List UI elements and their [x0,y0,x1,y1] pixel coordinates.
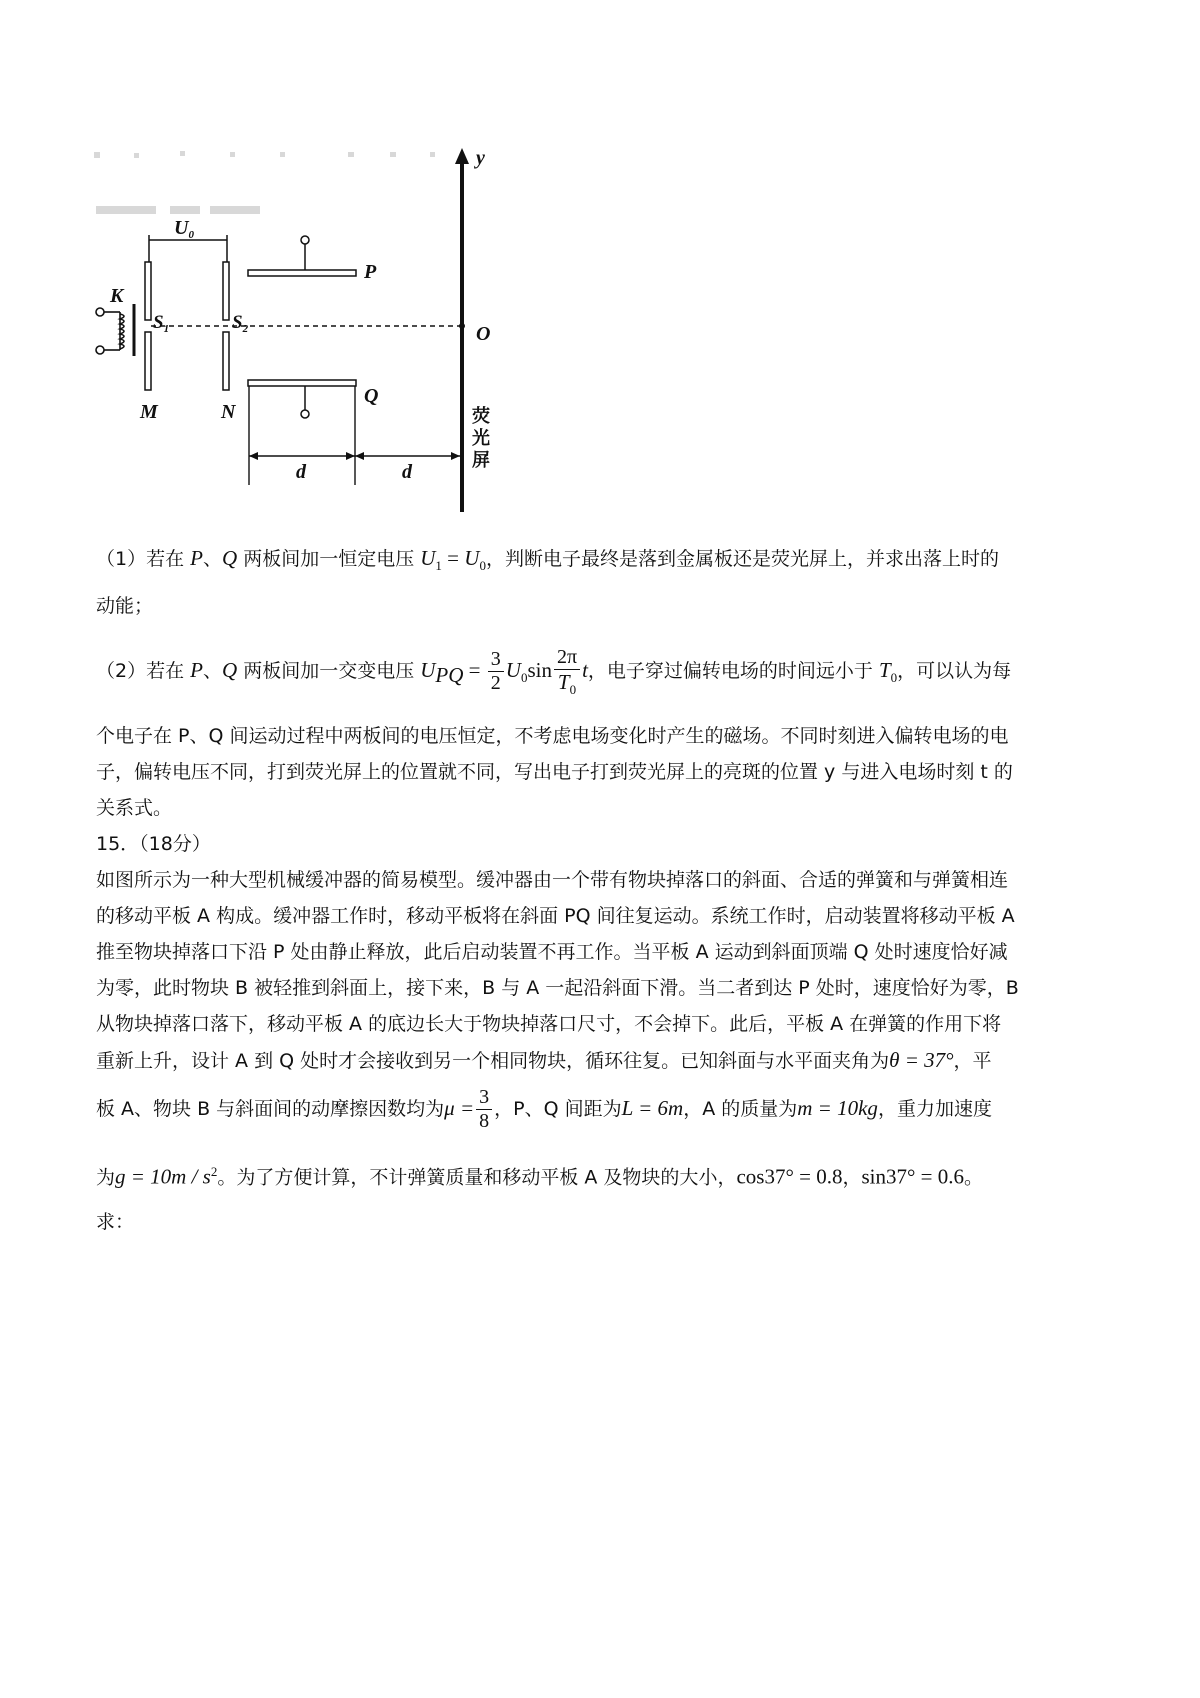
q14-part1-line2: 动能； [96,595,154,617]
point-o [459,323,465,329]
q15-line6: 重新上升，设计 A 到 Q 处时才会接收到另一个相同物块，循环往复。已知斜面与水平面夹角为θ = 37°，平 [96,1048,992,1072]
screen-label-char-3: 屏 [472,450,490,471]
plate-q [248,380,356,386]
m-label: M [140,401,158,423]
q15-line1: 如图所示为一种大型机械缓冲器的简易模型。缓冲器由一个带有物块掉落口的斜面、合适的弹簧和与弹簧相连 [96,869,1009,891]
q15-line7: 板 A、物块 B 与斜面间的动摩擦因数均为μ = $\frac{3}{8}$ ，P、Q 间距为L = 6m，A 的质量为m = 10kg，重力加速度 [96,1086,992,1132]
q14-part2-line2: 个电子在 P、Q 间运动过程中两板间的电压恒定，不考虑电场变化时产生的磁场。不同时刻进入偏转电场的电 [96,725,1009,747]
o-label: O [476,323,491,345]
plate-p [248,270,356,276]
axis-y-label: y [476,147,485,169]
y-axis-arrow [455,148,469,164]
q14-part2: （2）若在 P、Q 两板间加一交变电压 $U_{PQ}$ = $\frac{3}{2}$ $U_0\sin$ $\frac{2\pi}{T_0}$ t，电子穿过偏转电场的时间远小于 $T_0$，可以认为每 [96,645,1012,697]
n-label: N [221,401,236,423]
q14-part2-line3: 子，偏转电压不同，打到荧光屏上的位置就不同，写出电子打到荧光屏上的亮斑的位置 y 与进入电场时刻 t 的 [96,761,1013,783]
q15-line4: 为零，此时物块 B 被轻推到斜面上，接下来，B 与 A 一起沿斜面下滑。当二者到达 P 处时，速度恰好为零，B [96,977,1019,999]
u0-label: $U_0$ [174,217,194,241]
s2-label: $S_2$ [232,312,249,335]
q15-line5: 从物块掉落口落下，移动平板 A 的底边长大于物块掉落口尺寸，不会掉下。此后，平板 A 在弹簧的作用下将 [96,1013,1002,1035]
scan-artifacts [94,151,435,214]
p-label: P [364,261,377,283]
screen-label-char-1: 荧 [472,406,490,427]
plate-p-terminal [301,236,309,244]
plate-q-terminal [301,410,309,418]
plate-n-lower [223,332,229,390]
filament-k [96,304,134,356]
eq-upq: $U_{PQ}$ = $\frac{3}{2}$ $U_0\sin$ $\frac{2\pi}{T_0}$ t [420,645,588,697]
q-label: Q [364,385,379,407]
electron-deflection-diagram [90,140,570,560]
screen-label-char-2: 光 [472,428,490,449]
q14-part1: （1）若在 P、Q 两板间加一恒定电压 $U_1 = U_0$，判断电子最终是落到金属板还是荧光屏上，并求出落上时的 [96,546,999,573]
plate-n-upper [223,262,229,320]
q15-line2: 的移动平板 A 构成。缓冲器工作时，移动平板将在斜面 PQ 间往复运动。系统工作时，启动装置将移动平板 A [96,905,1015,927]
eq-u1-u0: $U_1 = U_0$ [420,546,486,573]
k-label: K [110,285,124,307]
q14-part2-line4: 关系式。 [96,797,173,819]
q15-line8: 为$g = 10m / s^2$。为了方便计算，不计弹簧质量和移动平板 A 及物块的大小，cos37° = 0.8，sin37° = 0.6。 [96,1164,983,1189]
q15-line9: 求： [96,1211,135,1233]
s1-label: $S_1$ [153,312,170,335]
q15-header: 15．（18分） [96,833,211,855]
plate-m-lower [145,332,151,390]
plate-m-upper [145,262,151,320]
d2-label: d [402,461,412,483]
q15-line3: 推至物块掉落口下沿 P 处由静止释放，此后启动装置不再工作。当平板 A 运动到斜面顶端 Q 处时速度恰好减 [96,941,1008,963]
d1-label: d [296,461,306,483]
